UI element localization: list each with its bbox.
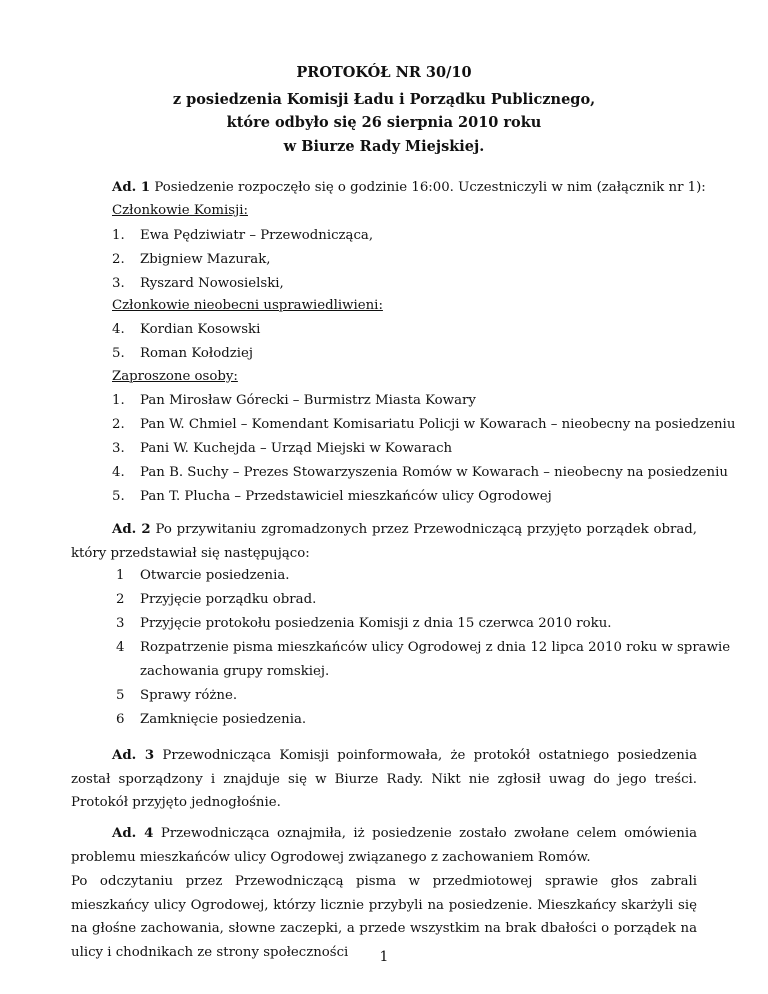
- agenda-number: 2: [116, 592, 125, 607]
- list-number: 5.: [112, 489, 125, 504]
- protocol-title: PROTOKÓŁ NR 30/10: [296, 64, 472, 81]
- agenda-item: Otwarcie posiedzenia.: [140, 568, 290, 583]
- list-item: Ewa Pędziwiatr – Przewodnicząca,: [140, 228, 374, 243]
- list-number: 4.: [112, 322, 125, 337]
- ad4-text: Przewodnicząca oznajmiła, iż posiedzenie zostało zwołane celem omówienia problemu mieszkańców ulicy Ogrodowej związanego z zachowaniem Romów.: [71, 826, 698, 865]
- agenda-item: Sprawy różne.: [140, 688, 238, 703]
- ad4-label: Ad. 4: [112, 826, 154, 841]
- list-item: Pan Mirosław Górecki – Burmistrz Miasta Kowary: [140, 393, 476, 408]
- list-item: Ryszard Nowosielski,: [140, 276, 284, 291]
- title-subline-2: które odbyło się 26 sierpnia 2010 roku: [226, 114, 542, 131]
- title-subline-3: w Biurze Rady Miejskiej.: [283, 138, 485, 155]
- agenda-number: 3: [116, 616, 125, 631]
- list-item: Zbigniew Mazurak,: [140, 252, 271, 267]
- agenda-item: Przyjęcie protokołu posiedzenia Komisji z dnia 15 czerwca 2010 roku.: [140, 616, 612, 631]
- list-number: 1.: [112, 393, 125, 408]
- list-item: Pani W. Kuchejda – Urząd Miejski w Kowarach: [140, 441, 453, 456]
- list-number: 3.: [112, 441, 125, 456]
- agenda-number: 6: [116, 712, 125, 727]
- ad1-label: Ad. 1: [112, 180, 151, 195]
- list-number: 2.: [112, 417, 125, 432]
- agenda-item: Rozpatrzenie pisma mieszkańców ulicy Ogrodowej z dnia 12 lipca 2010 roku w sprawie: [140, 640, 731, 655]
- list-item: Roman Kołodziej: [140, 346, 254, 361]
- agenda-item-continuation: zachowania grupy romskiej.: [140, 664, 330, 679]
- list-number: 2.: [112, 252, 125, 267]
- list-number: 3.: [112, 276, 125, 291]
- list-number: 4.: [112, 465, 125, 480]
- absent-heading: Członkowie nieobecni usprawiedliwieni:: [112, 298, 383, 313]
- ad3-paragraph: [71, 744, 697, 815]
- ad2-paragraph: [71, 518, 697, 565]
- list-item: Kordian Kosowski: [140, 322, 261, 337]
- agenda-number: 5: [116, 688, 125, 703]
- list-item: Pan T. Plucha – Przedstawiciel mieszkańców ulicy Ogrodowej: [140, 489, 552, 504]
- list-number: 1.: [112, 228, 125, 243]
- ad3-text: Przewodnicząca Komisji poinformowała, że protokół ostatniego posiedzenia został sporządzony i znajduje się w Biurze Rady. Nikt nie zgłosił uwag do jego treści. Protokół przyjęto jednogłośnie.: [71, 748, 698, 810]
- list-item: Pan B. Suchy – Prezes Stowarzyszenia Romów w Kowarach – nieobecny na posiedzeniu: [140, 465, 728, 480]
- ad2-label: Ad. 2: [112, 522, 151, 537]
- invited-heading: Zaproszone osoby:: [112, 369, 238, 384]
- title-subline-1: z posiedzenia Komisji Ładu i Porządku Publicznego,: [172, 91, 596, 108]
- list-item: Pan W. Chmiel – Komendant Komisariatu Policji w Kowarach – nieobecny na posiedzeniu: [140, 417, 736, 432]
- agenda-number: 4: [116, 640, 125, 655]
- agenda-number: 1: [116, 568, 125, 583]
- ad4-paragraph: [71, 822, 697, 869]
- agenda-item: Przyjęcie porządku obrad.: [140, 592, 317, 607]
- ad1-text: Posiedzenie rozpoczęło się o godzinie 16:00. Uczestniczyli w nim (załącznik nr 1):: [150, 180, 706, 195]
- ad2-text: Po przywitaniu zgromadzonych przez Przewodniczącą przyjęto porządek obrad, który przedstawiał się następująco:: [71, 522, 697, 561]
- ad3-label: Ad. 3: [112, 748, 155, 763]
- agenda-item: Zamknięcie posiedzenia.: [140, 712, 307, 727]
- ad4-paragraph-2: Po odczytaniu przez Przewodniczącą pisma w przedmiotowej sprawie głos zabrali mieszkańcy ulicy Ogrodowej, którzy licznie przybyli na posiedzenie. Mieszkańcy skarżyli się na głośne zachowania, słowne zaczepki, a przede wszystkim na brak dbałości o porządek na ulicy i chodnikach ze strony społeczności: [71, 874, 697, 960]
- list-number: 5.: [112, 346, 125, 361]
- members-heading: Członkowie Komisji:: [112, 203, 248, 218]
- page-number: 1: [379, 949, 389, 965]
- ad1-intro: [112, 180, 706, 195]
